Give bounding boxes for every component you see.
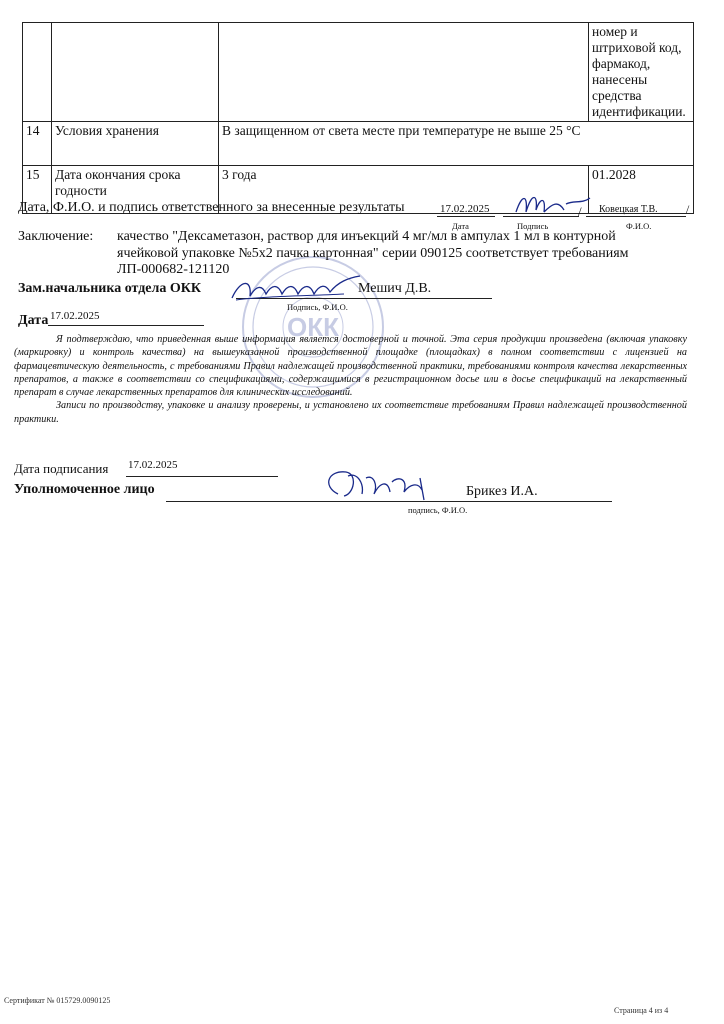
spec-table [22, 22, 694, 214]
row-requirement: 3 года [219, 166, 589, 214]
deputy-caption: Подпись, Ф.И.О. [287, 302, 348, 312]
conclusion-line-2: ячейковой упаковке №5х2 пачка картонная" серии 090125 соответствует требованиям [117, 246, 629, 261]
responsible-name: Ковецкая Т.В. [599, 204, 658, 215]
row-requirement: В защищенном от света месте при температуре не выше 25 °С [219, 122, 694, 166]
row-result: 01.2028 [589, 166, 694, 214]
page-number: Страница 4 из 4 [614, 1006, 669, 1015]
certification-paragraph-1: Я подтверждаю, что приведенная выше информация является достоверной и точной. Эта серия продукции произведена (включая упаковку (маркировку) и контроль качества) на вышеуказанной производственной площадке (площадках) в полном соответствии с лицензией на фармацевтическую деятельность, с требованиями Правил надлежащей производственной практики, требованиями контроля качества лекарственных препаратов, а также в соответствии со спецификациями, содержащимися в регистрационном досье или в досье спецификаций на лекарственный препарат в случае лекарственных препаратов для клинических исследований. [14, 334, 687, 399]
signing-caption: подпись, Ф.И.О. [408, 505, 468, 515]
row-number: 14 [23, 122, 52, 166]
row-parameter: Условия хранения [52, 122, 219, 166]
conclusion-line-3: ЛП-000682-121120 [117, 262, 230, 277]
deputy-signature [226, 272, 366, 306]
row-parameter [52, 23, 219, 122]
authorized-person-name: Брикез И.А. [466, 484, 538, 499]
signing-date: 17.02.2025 [128, 459, 178, 471]
certificate-number: Сертификат № 015729.0090125 [4, 996, 111, 1005]
table-row [23, 122, 694, 166]
row-number: 15 [23, 166, 52, 214]
conclusion-line-1: качество "Дексаметазон, раствор для инъекций 4 мг/мл в ампулах 1 мл в контурной [117, 229, 616, 244]
responsible-label: Дата, Ф.И.О. и подпись ответственного за внесенные результаты [18, 200, 405, 215]
deputy-label: Зам.начальника отдела ОКК [18, 281, 202, 296]
authorized-person-label: Уполномоченное лицо [14, 482, 155, 497]
certification-paragraph-2: Записи по производству, упаковке и анализу проверены, и установлено их соответствие требованиям Правил надлежащей производственной практики. [14, 400, 687, 425]
caption-fio: Ф.И.О. [626, 221, 652, 231]
stamp-center-text: ОКК [287, 312, 339, 342]
authorized-person-signature [318, 464, 438, 504]
signing-date-label: Дата подписания [14, 461, 109, 476]
row-parameter: Дата окончания срока годности [52, 166, 219, 214]
row-requirement [219, 23, 589, 122]
date-label: Дата [18, 313, 49, 328]
caption-date: Дата [452, 221, 469, 231]
deputy-name: Мешич Д.В. [358, 281, 432, 296]
responsible-date: 17.02.2025 [440, 203, 490, 215]
date-value: 17.02.2025 [50, 310, 100, 322]
conclusion-label: Заключение: [18, 229, 94, 244]
row-result: номер и штриховой код, фармакод, нанесены средства идентификации. [589, 23, 694, 122]
responsible-signature [512, 190, 592, 220]
caption-sign: Подпись [517, 221, 549, 231]
table-row [23, 23, 694, 122]
row-number [23, 23, 52, 122]
certification-text [14, 333, 687, 426]
